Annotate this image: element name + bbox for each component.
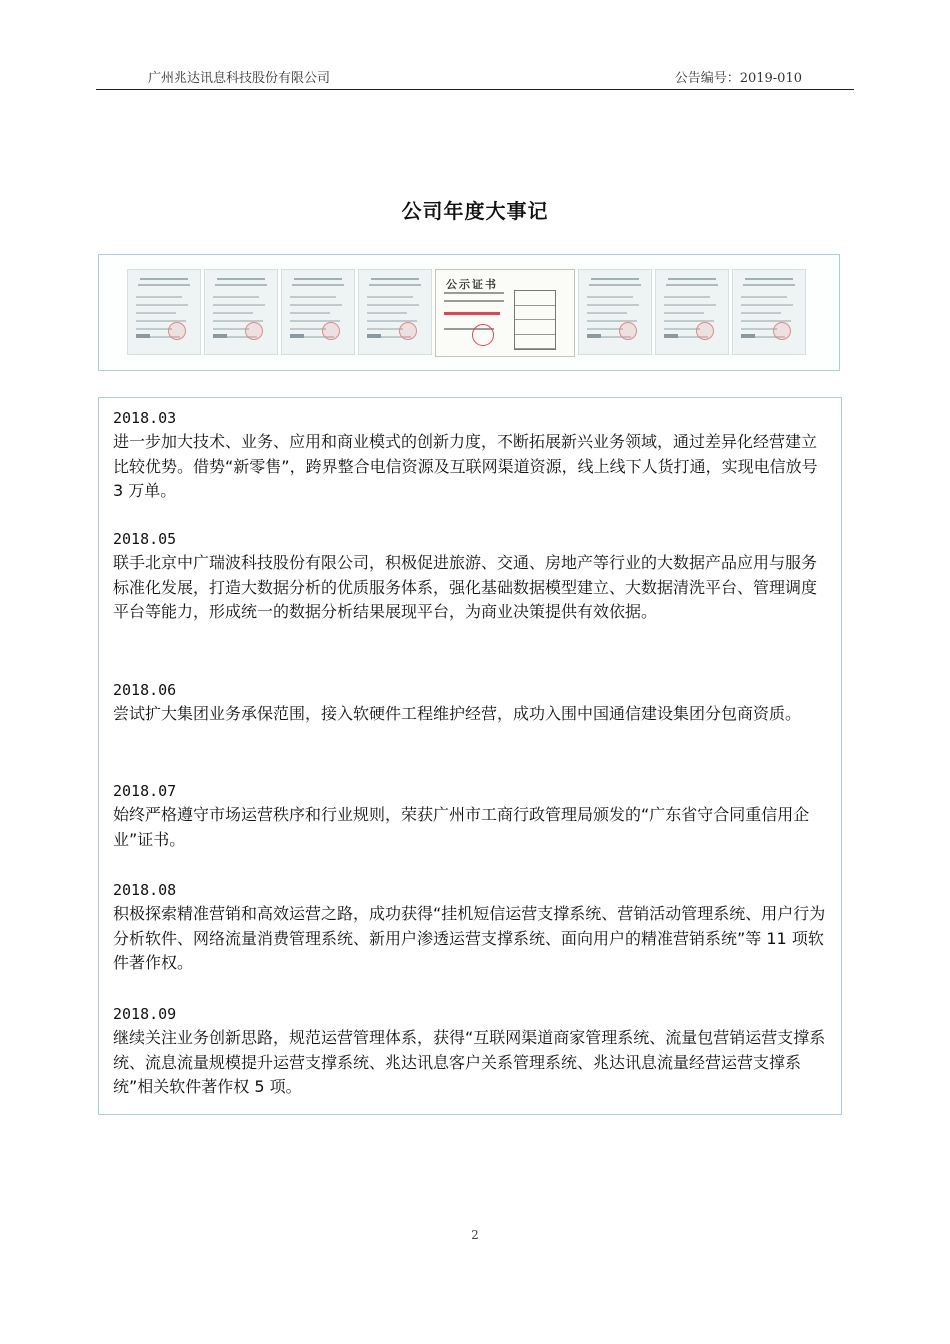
certificate-image — [204, 269, 278, 355]
certificates-row — [127, 269, 827, 357]
page-number: 2 — [471, 1228, 479, 1242]
event-item — [113, 779, 831, 852]
certificate-image — [578, 269, 652, 355]
public-notice-certificate: 公示证书 — [435, 269, 575, 357]
event-text: 联手北京中广瑞波科技股份有限公司，积极促进旅游、交通、房地产等行业的大数据产品应用与服务标准化发展，打造大数据分析的优质服务体系，强化基础数据模型建立、大数据清洗平台、管理调度平台等能力，形成统一的数据分析结果展现平台，为商业决策提供有效依据。 — [113, 553, 818, 621]
event-date: 2018.08 — [113, 881, 177, 899]
event-item — [113, 527, 831, 625]
event-date: 2018.09 — [113, 1005, 177, 1023]
event-text: 进一步加大技术、业务、应用和商业模式的创新力度，不断拓展新兴业务领域，通过差异化经营建立比较优势。借势“新零售”，跨界整合电信资源及互联网渠道资源，线上线下人货打通，实现电信放号 3 万单。 — [113, 432, 818, 500]
event-text: 积极探索精准营销和高效运营之路，成功获得“挂机短信运营支撑系统、营销活动管理系统、用户行为分析软件、网络流量消费管理系统、新用户渗透运营支撑系统、面向用户的精准营销系统”等 11 项软件著作权。 — [113, 904, 826, 972]
event-date: 2018.05 — [113, 530, 177, 548]
certificate-image — [732, 269, 806, 355]
event-text: 始终严格遵守市场运营秩序和行业规则，荣获广州市工商行政管理局颁发的“广东省守合同重信用企业”证书。 — [113, 805, 810, 849]
event-text: 继续关注业务创新思路，规范运营管理体系，获得“互联网渠道商家管理系统、流量包营销运营支撑系统、流息流量规模提升运营支撑系统、兆达讯息客户关系管理系统、兆达讯息流量经营运营支撑系统”相关软件著作权 5 项。 — [113, 1028, 826, 1096]
event-date: 2018.06 — [113, 681, 177, 699]
certificate-image — [655, 269, 729, 355]
page-header — [96, 62, 854, 90]
company-name: 广州兆达讯息科技股份有限公司 — [148, 71, 331, 86]
certificate-image — [127, 269, 201, 355]
event-item — [113, 878, 831, 976]
event-item — [113, 1002, 831, 1100]
events-box — [98, 397, 842, 1115]
certificate-image — [358, 269, 432, 355]
event-text: 尝试扩大集团业务承保范围，接入软硬件工程维护经营，成功入围中国通信建设集团分包商资质。 — [113, 704, 802, 723]
event-date: 2018.03 — [113, 409, 177, 427]
event-item — [113, 406, 831, 504]
certificates-banner — [98, 254, 840, 371]
event-item — [113, 678, 831, 727]
certificate-image — [281, 269, 355, 355]
notice-number: 公告编号：2019-010 — [674, 71, 802, 86]
event-date: 2018.07 — [113, 782, 177, 800]
page-title: 公司年度大事记 — [401, 199, 549, 223]
